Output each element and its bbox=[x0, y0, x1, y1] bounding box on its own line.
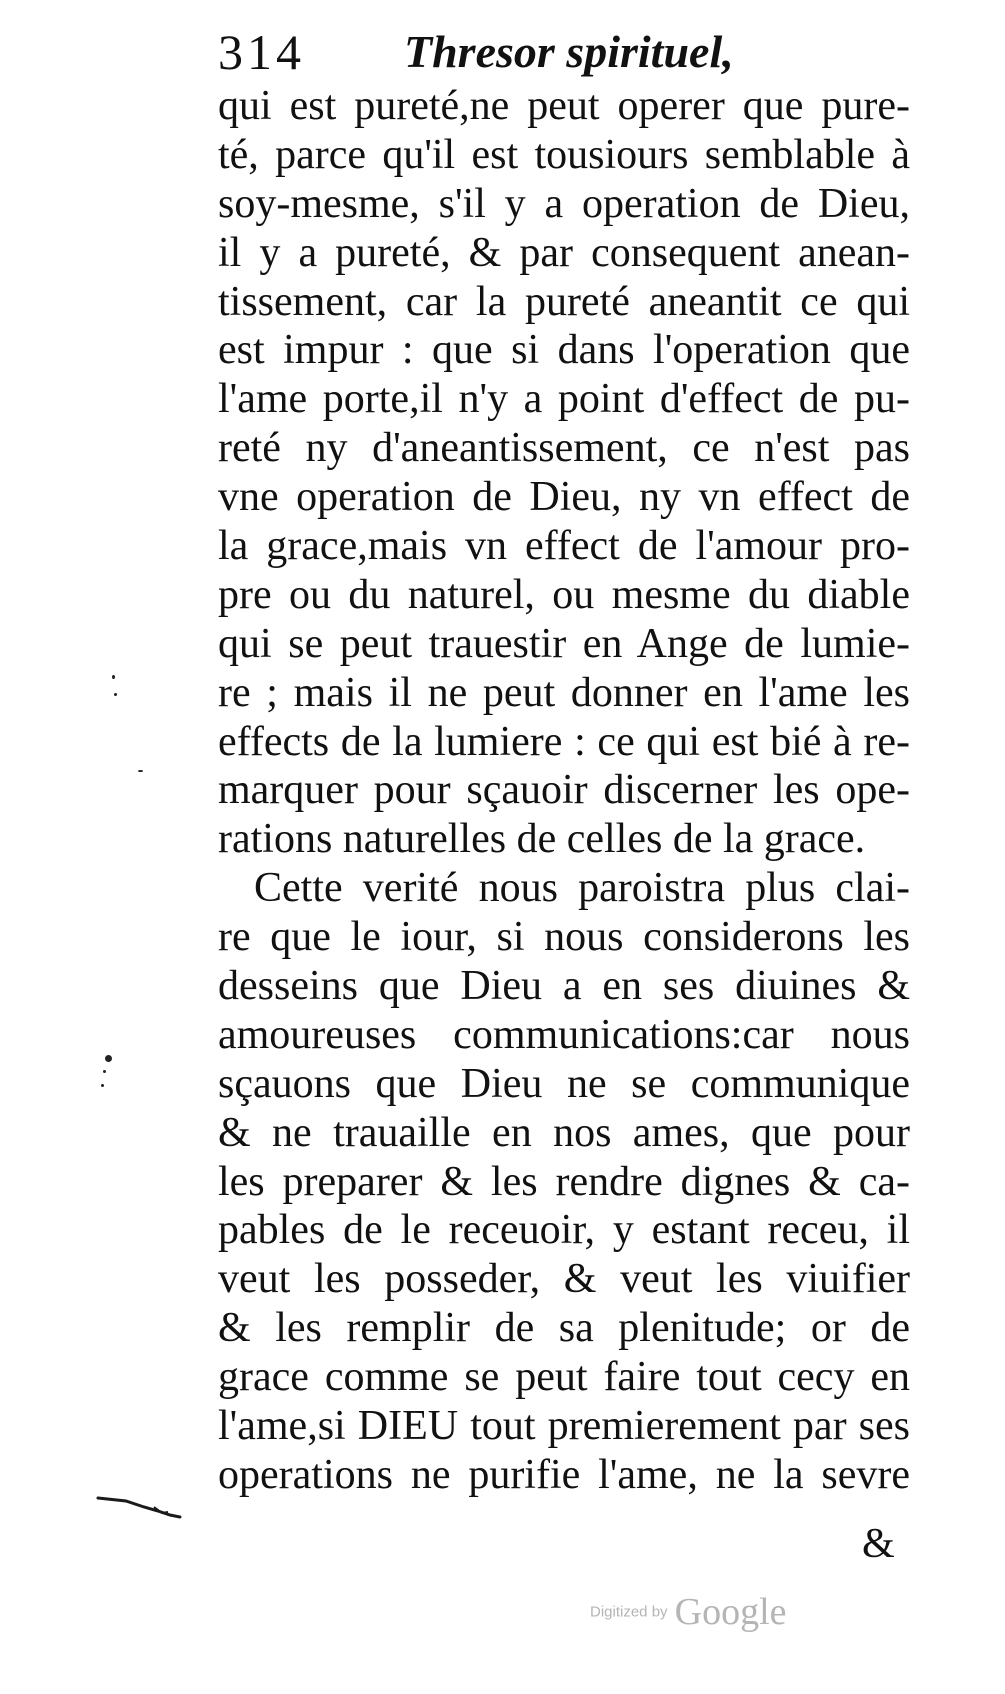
body-text bbox=[218, 82, 910, 1500]
scan-speck bbox=[138, 770, 143, 772]
text-line: les preparer & les rendre dignes & ca- bbox=[218, 1158, 910, 1205]
scan-speck bbox=[112, 675, 115, 679]
scan-speck bbox=[114, 693, 117, 696]
text-line: veut les posseder, & veut les viuifier bbox=[218, 1256, 910, 1303]
text-line: il y a pureté, & par consequent anean- bbox=[218, 229, 910, 276]
text-line: té, parce qu'il est tousiours semblable à bbox=[218, 131, 910, 178]
page-number: 314 bbox=[218, 24, 305, 80]
watermark-prefix: Digitized by bbox=[590, 1603, 668, 1621]
text-line: reté ny d'aneantissement, ce n'est pas bbox=[218, 425, 910, 472]
text-line: re ; mais il ne peut donner en l'ame les bbox=[218, 669, 910, 716]
text-line: est impur : que si dans l'operation que bbox=[218, 327, 910, 374]
text-line: & les remplir de sa plenitude; or de bbox=[218, 1305, 910, 1352]
text-line: re que le iour, si nous considerons les bbox=[218, 914, 910, 961]
text-line: l'ame,si DIEU tout premierement par ses bbox=[218, 1403, 910, 1450]
text-line: operations ne purifie l'ame, ne la sevre bbox=[218, 1451, 910, 1498]
catchword: & bbox=[862, 1521, 895, 1567]
text-line: qui se peut trauestir en Ange de lumie- bbox=[218, 620, 910, 667]
google-logo: Google bbox=[674, 1591, 787, 1633]
text-line: la grace,mais vn effect de l'amour pro- bbox=[218, 523, 910, 570]
text-line: qui est pureté,ne peut operer que pure- bbox=[218, 83, 910, 129]
text-line: soy-mesme, s'il y a operation de Dieu, bbox=[218, 180, 910, 227]
scan-speck bbox=[101, 1084, 104, 1087]
digitized-by-google-watermark bbox=[590, 1590, 787, 1640]
text-line: pre ou du naturel, ou mesme du diable bbox=[218, 571, 910, 618]
text-line-paragraph-end: rations naturelles de celles de la grace. bbox=[218, 816, 866, 863]
running-head bbox=[218, 22, 778, 82]
scan-speck bbox=[103, 1070, 106, 1073]
text-line: grace comme se peut faire tout cecy en bbox=[218, 1354, 910, 1401]
running-title: Thresor spirituel, bbox=[404, 26, 734, 77]
text-line: amoureuses communications:car nous bbox=[218, 1011, 910, 1058]
text-line: l'ame porte,il n'y a point d'effect de pu- bbox=[218, 376, 910, 423]
text-line: marquer pour sçauoir discerner les ope- bbox=[218, 767, 910, 814]
text-line: effects de la lumiere : ce qui est bié à re- bbox=[218, 718, 910, 765]
text-line: tissement, car la pureté aneantit ce qui bbox=[218, 278, 910, 325]
text-line: & ne trauaille en nos ames, que pour bbox=[218, 1109, 910, 1156]
text-line: desseins que Dieu a en ses diuines & bbox=[218, 963, 910, 1010]
text-line: vne operation de Dieu, ny vn effect de bbox=[218, 474, 910, 521]
text-line: pables de le receuoir, y estant receu, il bbox=[218, 1207, 910, 1254]
scan-scratch bbox=[96, 1495, 182, 1519]
text-line-paragraph-start: Cette verité nous paroistra plus clai- bbox=[254, 865, 910, 912]
text-line: sçauons que Dieu ne se communique bbox=[218, 1060, 910, 1107]
scan-speck bbox=[105, 1055, 112, 1062]
